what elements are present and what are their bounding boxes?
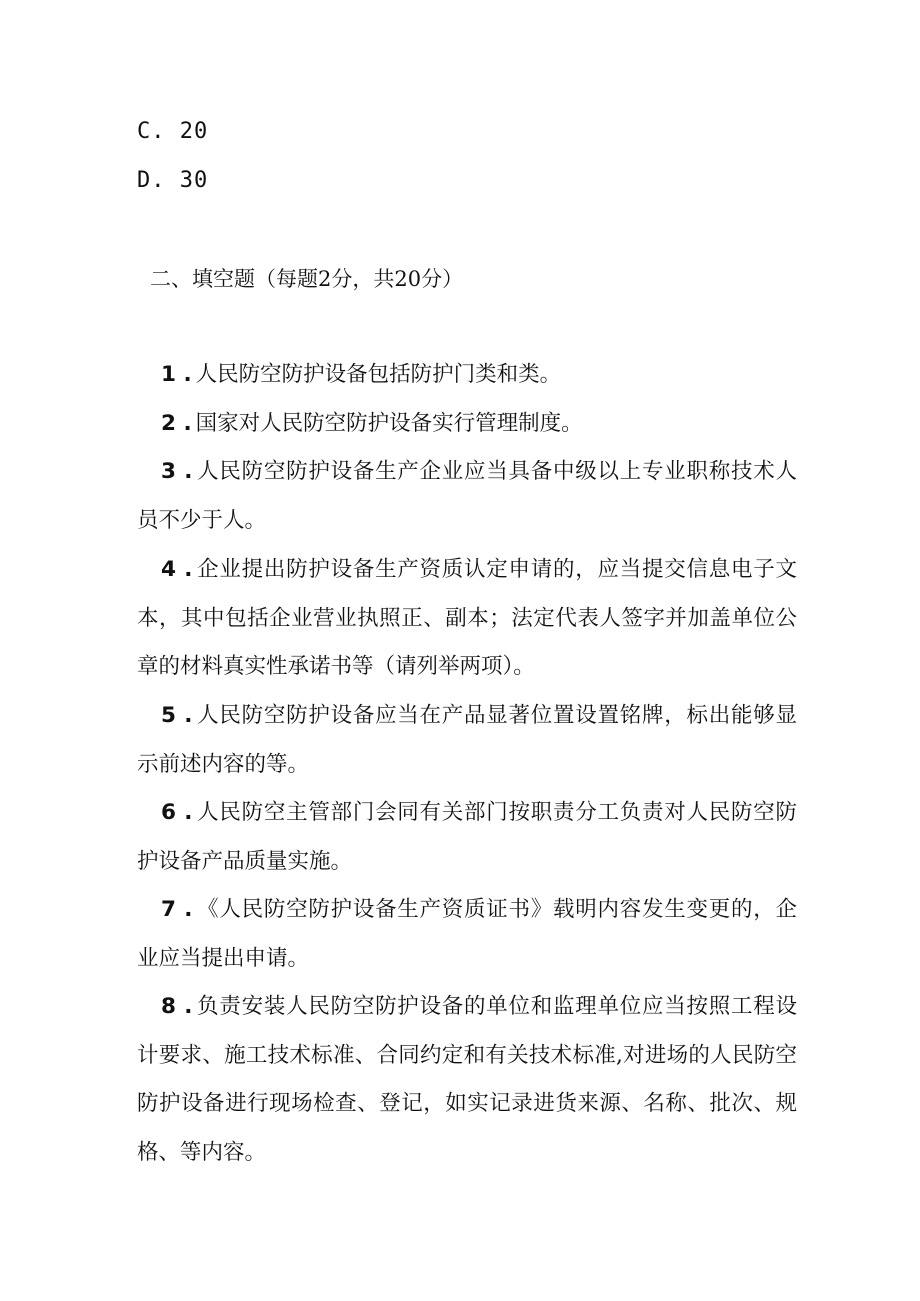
option-c: C. 20 [137, 119, 209, 144]
section-title: 二、填空题（每题2分，共20分） [150, 267, 464, 291]
question-number: 4 . [161, 557, 193, 582]
question-text: 企业提出防护设备生产资质认定申请的，应当提交信息电子文本，其中包括企业营业执照正、副本；法定代表人签字并加盖单位公章的材料真实性承诺书等（请列举两项）。 [137, 557, 797, 680]
question-text: 负责安装人民防空防护设备的单位和监理单位应当按照工程设计要求、施工技术标准、合同约定和有关技术标准,对进场的人民防空防护设备进行现场检查、登记，如实记录进货来源、名称、批次、规格、等内容。 [137, 994, 797, 1165]
question-number: 1 . [161, 362, 192, 387]
question-item [137, 400, 797, 449]
question-item [137, 692, 797, 789]
question-number: 3 . [161, 459, 193, 484]
question-text: 人民防空防护设备应当在产品显著位置设置铭牌，标出能够显示前述内容的等。 [137, 703, 797, 777]
question-item [137, 448, 797, 545]
question-number: 5 . [161, 703, 193, 728]
question-text: 人民防空防护设备生产企业应当具备中级以上专业职称技术人员不少于人。 [137, 459, 797, 533]
question-text: 人民防空防护设备包括防护门类和类。 [195, 362, 562, 387]
question-item [137, 351, 797, 400]
question-item [137, 546, 797, 692]
question-number: 6 . [161, 800, 193, 825]
question-text: 《人民防空防护设备生产资质证书》载明内容发生变更的，企业应当提出申请。 [137, 897, 797, 971]
question-number: 7 . [161, 897, 193, 922]
question-text: 国家对人民防空防护设备实行管理制度。 [195, 411, 583, 436]
option-d: D. 30 [137, 168, 209, 193]
question-item [137, 886, 797, 983]
question-item [137, 983, 797, 1177]
question-number: 8 . [161, 994, 193, 1019]
question-text: 人民防空主管部门会同有关部门按职责分工负责对人民防空防护设备产品质量实施。 [137, 800, 797, 874]
question-number: 2 . [161, 411, 192, 436]
question-item [137, 789, 797, 886]
